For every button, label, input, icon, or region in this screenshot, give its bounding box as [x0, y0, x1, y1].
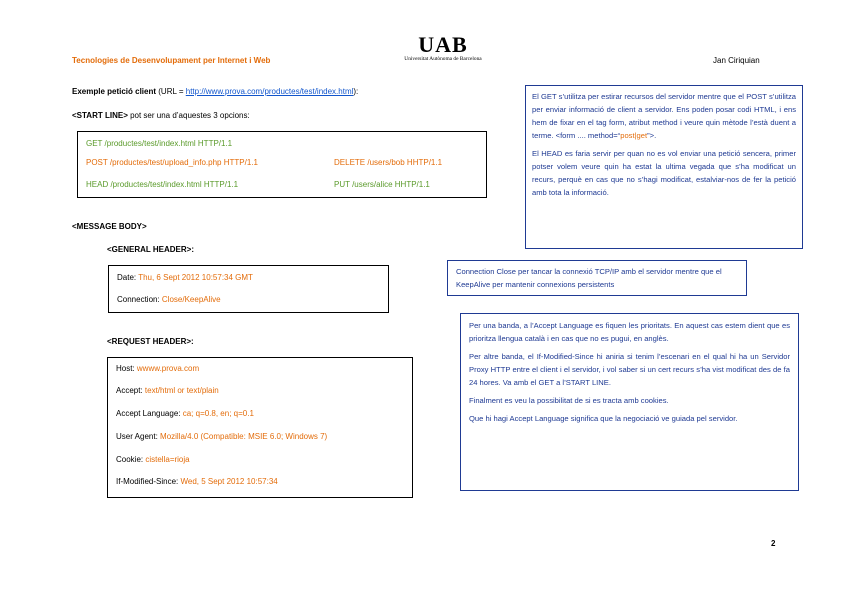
general-header-box: [108, 265, 389, 313]
uab-logo: [383, 34, 503, 62]
field-value: text/html or text/plain: [144, 386, 219, 395]
note-text: El GET s’utilitza per estirar recursos del servidor mentre que el POST s’utilitza per enviar informació de client a servidor. Ens poden posar codi HTML, i ens hem de fixar en el tag form, atribut method i veure quin mètode l’està duent a terme. <form .... method=“: [532, 92, 796, 140]
start-line-options-box: [77, 131, 487, 198]
field-accept: [116, 386, 219, 395]
head-paragraph: El HEAD es faria servir per quan no es vol enviar una petició sencera, primer potser volem veure quin ha estat la ultima vegada que s’ha modificat un recurs, perquè en cas que no s’hagi modificat, estalviar-nos de fer la petició amb tota la informació.: [532, 149, 796, 197]
get-post-head-note: [525, 85, 803, 249]
if-modified-since-paragraph: Per altre banda, el If-Modified-Since hi aniria si tenim l’escenari en el qual hi ha un Servidor Proxy HTTP entre el client i el servidor, i vol saber si un cert recurs s’ha vist modificat des de fa 24 hores. Va amb el GET a l’START LINE.: [469, 352, 790, 387]
request-header-note: [460, 313, 799, 491]
field-key: Cookie:: [116, 455, 146, 464]
field-key: Host:: [116, 364, 137, 373]
page-number: 2: [771, 539, 776, 548]
author-name: Jan Ciriquian: [713, 56, 760, 65]
accept-language-paragraph: Per una banda, a l’Accept Language es fiquen les prioritats. En aquest cas estem dient que es prioritza llengua català i en cas que no es pugui, en anglès.: [469, 321, 790, 343]
start-line-heading: [72, 111, 250, 120]
connection-note: Connection Close per tancar la connexió TCP/IP amb el servidor mentre que el KeepAlive per mantenir connexions persistents: [447, 260, 747, 296]
start-line-desc: pot ser una d’aquestes 3 opcions:: [127, 111, 250, 120]
field-cookie: [116, 455, 190, 464]
field-connection: [117, 295, 221, 304]
field-value: wwww.prova.com: [136, 364, 200, 373]
field-key: Connection:: [117, 295, 162, 304]
field-date: [117, 273, 253, 282]
field-key: User Agent:: [116, 432, 161, 441]
field-value: Thu, 6 Sept 2012 10:57:34 GMT: [138, 273, 253, 282]
message-body-heading: <MESSAGE BODY>: [72, 222, 147, 231]
field-key: Accept:: [116, 386, 145, 395]
logo-subtitle: Universitat Autònoma de Barcelona: [404, 56, 482, 62]
intro-line: [72, 87, 358, 96]
request-header-heading: <REQUEST HEADER>:: [107, 337, 194, 346]
course-title: Tecnologies de Desenvolupament per Internet i Web: [72, 56, 271, 65]
field-host: [116, 364, 199, 373]
field-value: cistella=rioja: [145, 455, 190, 464]
field-value: Mozilla/4.0 (Compatible: MSIE 6.0; Windows 7): [160, 432, 328, 441]
intro-url-prefix: (URL =: [156, 87, 186, 96]
option-delete: DELETE /users/bob HHTP/1.1: [334, 158, 443, 167]
request-header-box: [107, 357, 413, 498]
note-text: ”>.: [647, 131, 657, 140]
negotiation-paragraph: Que hi hagi Accept Language significa que la negociació ve guiada pel servidor.: [469, 414, 738, 423]
option-head: HEAD /productes/test/index.html HTTP/1.1: [86, 180, 239, 189]
field-key: Accept Language:: [116, 409, 183, 418]
cookies-paragraph: Finalment es veu la possibilitat de si es tracta amb cookies.: [469, 396, 669, 405]
field-user-agent: [116, 432, 327, 441]
intro-label: Exemple petició client: [72, 87, 157, 96]
intro-url-suffix: ):: [353, 87, 359, 96]
field-if-modified-since: [116, 477, 278, 486]
option-get: GET /productes/test/index.html HTTP/1.1: [86, 139, 233, 148]
field-value: Close/KeepAlive: [161, 295, 221, 304]
field-accept-language: [116, 409, 254, 418]
option-post: POST /productes/test/upload_info.php HTTP/1.1: [86, 158, 258, 167]
note-highlight: post|get: [620, 131, 648, 140]
field-value: ca; q=0.8, en; q=0.1: [182, 409, 254, 418]
field-key: Date:: [117, 273, 139, 282]
get-post-paragraph: [532, 90, 796, 142]
start-line-label: <START LINE>: [72, 111, 128, 120]
option-put: PUT /users/alice HHTP/1.1: [334, 180, 430, 189]
logo-mark: UAB: [418, 32, 468, 57]
example-url-link[interactable]: http://www.prova.com/productes/test/index.html: [185, 87, 354, 96]
field-key: If-Modified-Since:: [116, 477, 181, 486]
general-header-heading: <GENERAL HEADER>:: [107, 245, 194, 254]
field-value: Wed, 5 Sept 2012 10:57:34: [180, 477, 278, 486]
